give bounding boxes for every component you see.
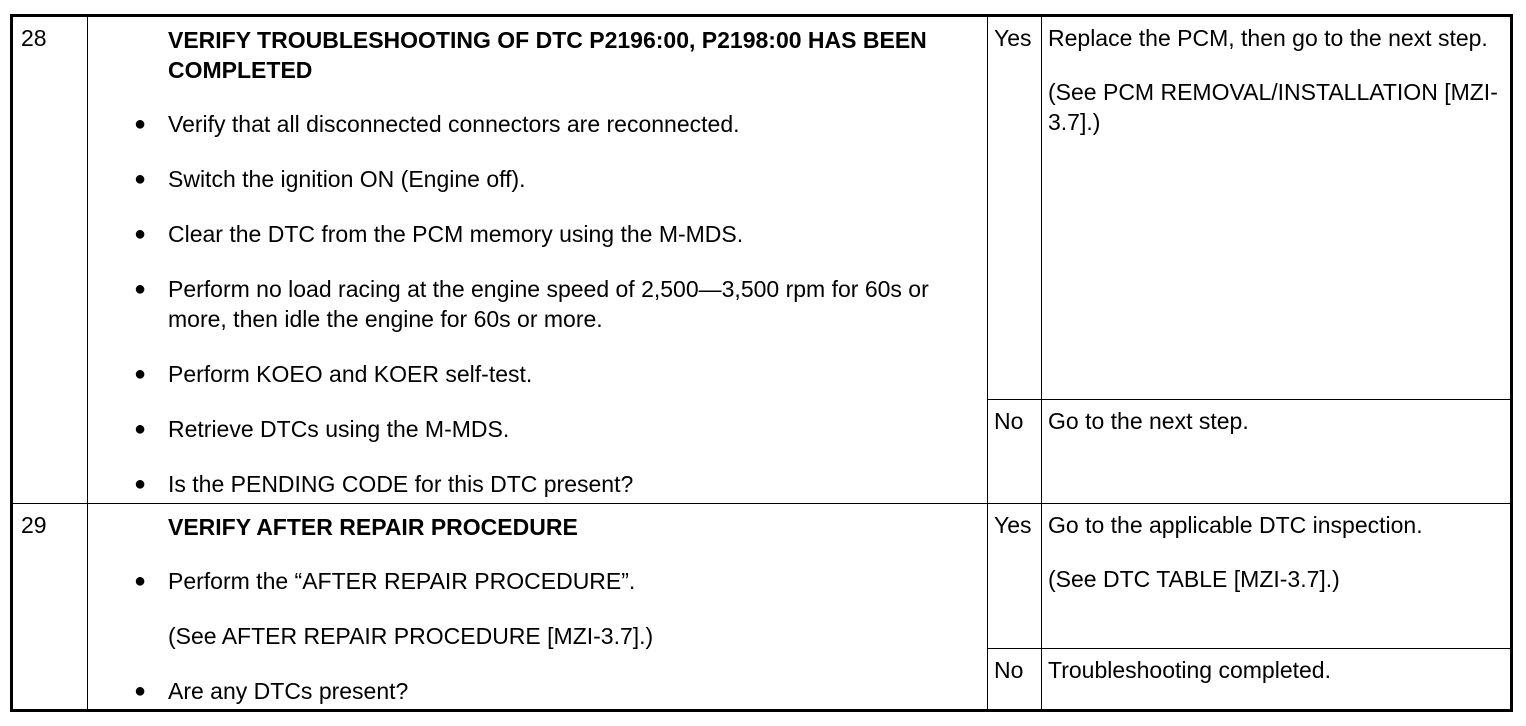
question-item: ● Are any DTCs present? — [88, 676, 967, 706]
instruction-reference: (See AFTER REPAIR PROCEDURE [MZI-3.7].) — [168, 623, 654, 650]
no-action: Troubleshooting completed. — [1048, 656, 1331, 683]
instruction-item: ● Perform the “AFTER REPAIR PROCEDURE”. — [88, 566, 967, 596]
instruction-item: ● Perform no load racing at the engine speed of 2,500—3,500 rpm for 60s or more, then idle the engine for 60s or more. — [88, 274, 967, 334]
yes-reference: (See DTC TABLE [MZI-3.7].) — [1048, 566, 1340, 593]
no-action-cell — [1042, 648, 1512, 710]
instruction-item: ● Retrieve DTCs using the M-MDS. — [88, 414, 967, 444]
step-instructions — [88, 566, 967, 706]
question-item: ● Is the PENDING CODE for this DTC present? — [88, 469, 967, 499]
step-instructions — [88, 109, 967, 499]
instruction-item: ● Verify that all disconnected connectors are reconnected. — [88, 109, 967, 139]
step-28-yes-row — [12, 16, 1512, 400]
step-number: 29 — [12, 504, 88, 711]
no-label: No — [988, 400, 1042, 504]
no-action: Go to the next step. — [1048, 408, 1249, 435]
step-29-yes-row — [12, 504, 1512, 648]
step-body — [88, 16, 988, 504]
step-body — [88, 504, 988, 711]
yes-action: Go to the applicable DTC inspection. — [1048, 512, 1423, 539]
instruction-item: ● Switch the ignition ON (Engine off). — [88, 164, 967, 194]
yes-action: Replace the PCM, then go to the next step. — [1048, 25, 1488, 51]
troubleshooting-table — [10, 14, 1513, 712]
yes-action-cell — [1042, 504, 1512, 648]
step-title: VERIFY TROUBLESHOOTING OF DTC P2196:00, P2198:00 HAS BEEN COMPLETED — [168, 27, 927, 83]
step-number: 28 — [12, 16, 88, 504]
yes-reference: (See PCM REMOVAL/INSTALLATION [MZI-3.7].) — [1048, 79, 1498, 135]
instruction-item: ● Clear the DTC from the PCM memory using the M-MDS. — [88, 219, 967, 249]
instruction-item: ● Perform KOEO and KOER self-test. — [88, 359, 967, 389]
yes-action-cell — [1042, 16, 1512, 400]
step-title: VERIFY AFTER REPAIR PROCEDURE — [168, 514, 578, 541]
yes-label: Yes — [988, 16, 1042, 400]
no-action-cell — [1042, 400, 1512, 504]
no-label: No — [988, 648, 1042, 710]
yes-label: Yes — [988, 504, 1042, 648]
